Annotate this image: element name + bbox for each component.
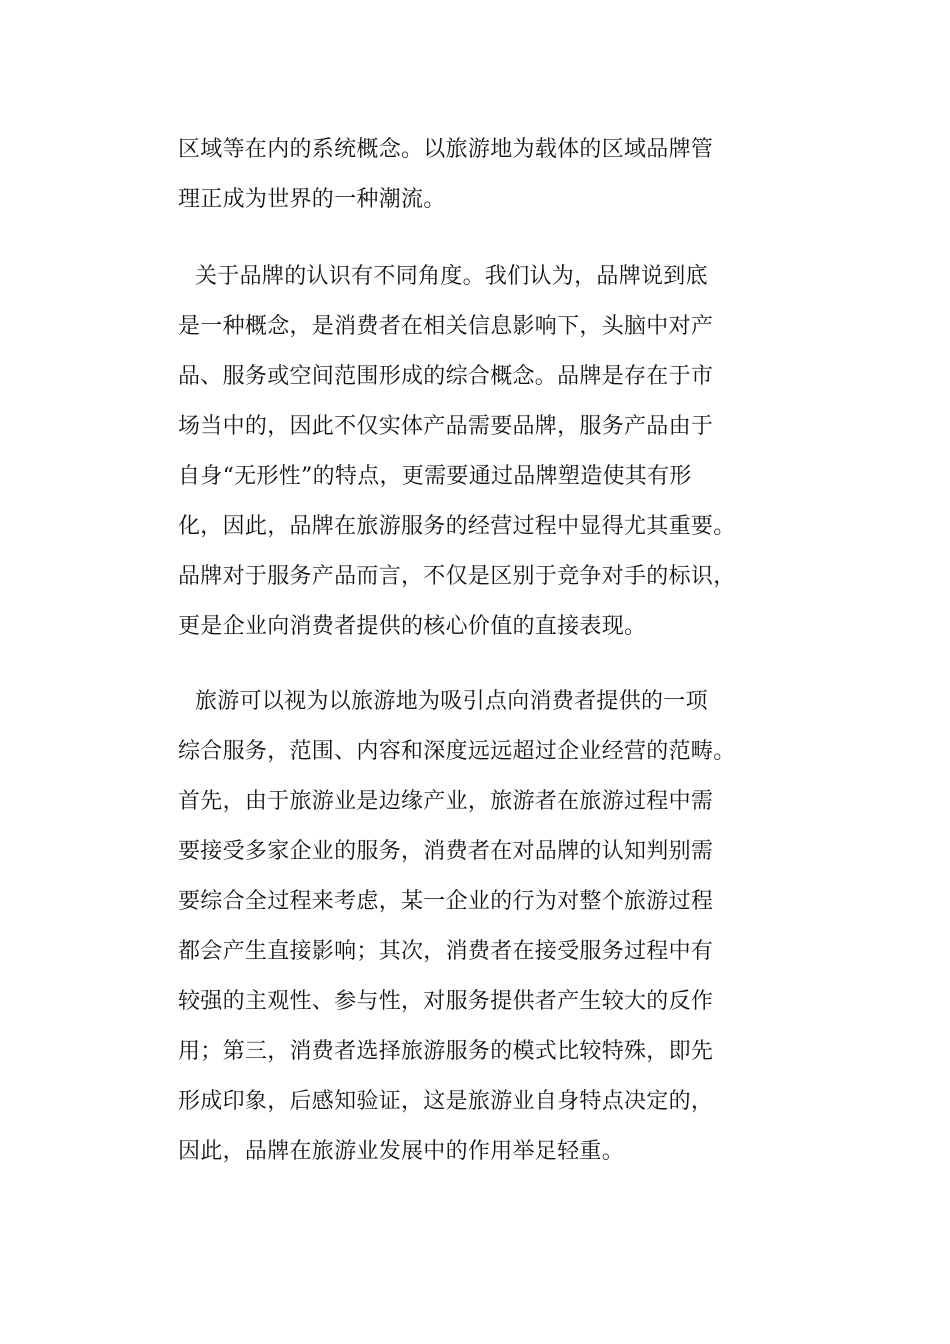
paragraph-3-line-6: 都会产生直接影响；其次，消费者在接受服务过程中有 xyxy=(178,939,714,964)
paragraph-2-line-1: 关于品牌的认识有不同角度。我们认为，品牌说到底 xyxy=(195,264,708,289)
paragraph-3-line-5: 要综合全过程来考虑，某一企业的行为对整个旅游过程 xyxy=(178,889,714,914)
paragraph-2-line-7: 品牌对于服务产品而言，不仅是区别于竞争对手的标识， xyxy=(178,564,736,589)
paragraph-2-line-8: 更是企业向消费者提供的核心价值的直接表现。 xyxy=(178,614,647,639)
paragraph-3-line-9: 形成印象，后感知验证，这是旅游业自身特点决定的， xyxy=(178,1089,714,1114)
paragraph-3-line-8: 用；第三，消费者选择旅游服务的模式比较特殊，即先 xyxy=(178,1039,714,1064)
paragraph-3-line-1: 旅游可以视为以旅游地为吸引点向消费者提供的一项 xyxy=(195,689,708,714)
paragraph-2-line-6: 化，因此，品牌在旅游服务的经营过程中显得尤其重要。 xyxy=(178,514,736,539)
paragraph-3-line-4: 要接受多家企业的服务，消费者在对品牌的认知判别需 xyxy=(178,839,714,864)
paragraph-3-line-7: 较强的主观性、参与性，对服务提供者产生较大的反作 xyxy=(178,989,714,1014)
paragraph-2-line-3: 品、服务或空间范围形成的综合概念。品牌是存在于市 xyxy=(178,364,714,389)
paragraph-1-line-1: 区域等在内的系统概念。以旅游地为载体的区域品牌管 xyxy=(178,137,714,162)
paragraph-3-line-3: 首先，由于旅游业是边缘产业，旅游者在旅游过程中需 xyxy=(178,789,714,814)
paragraph-2-line-4: 场当中的，因此不仅实体产品需要品牌，服务产品由于 xyxy=(178,414,714,439)
paragraph-1-line-2: 理正成为世界的一种潮流。 xyxy=(178,187,446,212)
paragraph-3-line-10: 因此，品牌在旅游业发展中的作用举足轻重。 xyxy=(178,1139,625,1164)
paragraph-2-line-2: 是一种概念，是消费者在相关信息影响下，头脑中对产 xyxy=(178,314,714,339)
paragraph-3-line-2: 综合服务，范围、内容和深度远远超过企业经营的范畴。 xyxy=(178,739,736,764)
paragraph-2-line-5: 自身“无形性”的特点，更需要通过品牌塑造使其有形 xyxy=(178,464,692,489)
